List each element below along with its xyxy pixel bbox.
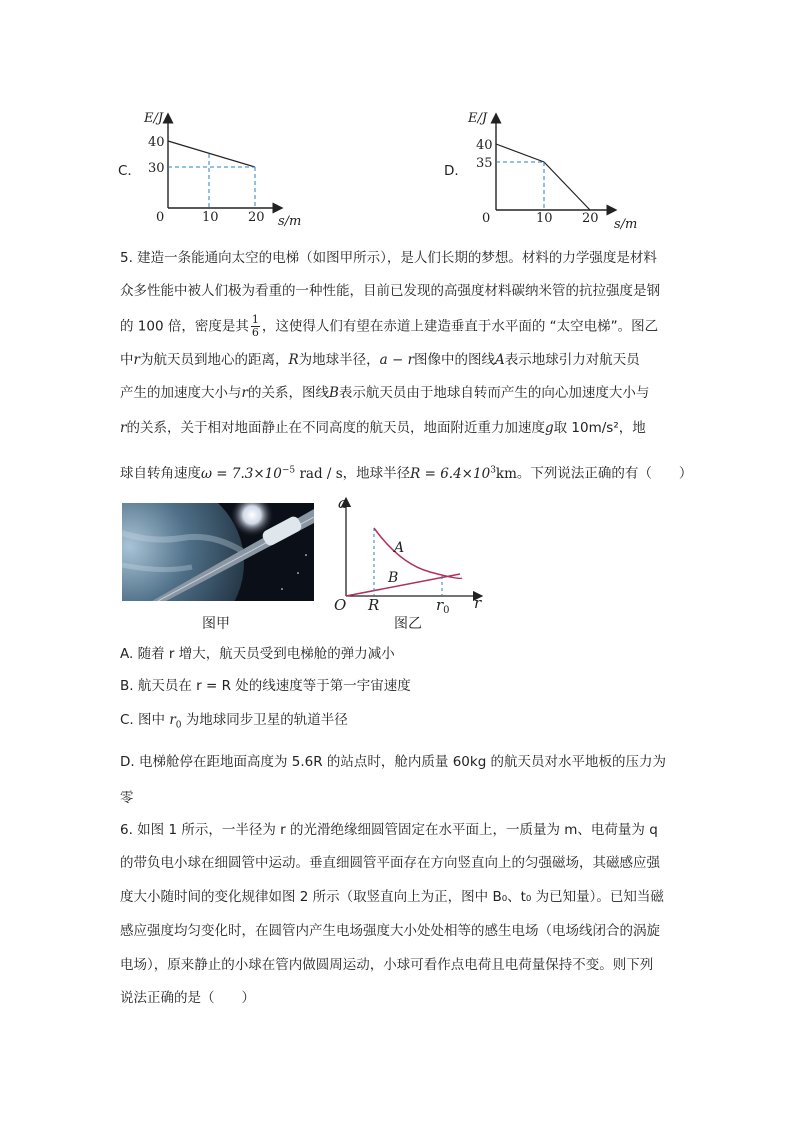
label-origin: O — [334, 596, 347, 614]
label-curve-b: B — [388, 570, 399, 586]
space-elevator-image — [122, 503, 314, 601]
a-r-graph — [330, 492, 490, 618]
q6-line-3: 度大小随时间的变化规律如图 2 所示（取竖直向上为正，图中 B₀、t₀ 为已知量）。已知当磁 — [120, 889, 664, 905]
option-c-label: C. — [118, 163, 132, 179]
option-c-tick-30: 30 — [148, 161, 165, 176]
option-c-y-label: E/J — [144, 111, 164, 126]
q5-option-a: A. 随着 r 增大，航天员受到电梯舱的弹力减小 — [120, 646, 395, 662]
option-d-x-label: s/m — [614, 217, 638, 232]
fig-a-caption: 图甲 — [202, 616, 230, 632]
option-d-graph — [462, 104, 652, 234]
q5-line-3-a: 的 100 倍，密度是其 — [120, 318, 249, 335]
q5-option-c: C. 图中 $r_0$ 为地球同步卫星的轨道半径 — [120, 712, 348, 731]
q5-line-4: 中r为航天员到地心的距离，R为地球半径，a − r图像中的图线A表示地球引力对航天员 — [120, 352, 640, 368]
line-b — [346, 574, 460, 596]
q6-line-1: 6. 如图 1 所示，一半径为 r 的光滑绝缘细圆管固定在水平面上，一质量为 m、电荷量为 q — [120, 822, 658, 838]
q6-line-2: 的带负电小球在细圆管中运动。垂直细圆管平面存在方向竖直向上的匀强磁场，其磁感应强 — [120, 855, 660, 871]
option-d-tick-0: 0 — [482, 211, 491, 226]
q5-option-d-line-2: 零 — [120, 790, 134, 806]
q5-line-3-b: ，这使得人们有望在赤道上建造垂直于水平面的 “太空电梯”。图乙 — [261, 318, 659, 335]
fig-b-caption: 图乙 — [394, 616, 422, 632]
label-R: R — [368, 596, 380, 614]
option-c-tick-0: 0 — [156, 210, 165, 225]
q5-option-d-line-1: D. 电梯舱停在距地面高度为 5.6R 的站点时，舱内质量 60kg 的航天员对水平地板的压力为 — [120, 754, 667, 770]
option-d-label: D. — [444, 163, 459, 179]
option-c-tick-40: 40 — [148, 135, 165, 150]
option-c-tick-20: 20 — [248, 210, 265, 225]
q6-line-6: 说法正确的是（ ） — [120, 990, 255, 1006]
option-c-energy-line — [168, 141, 255, 167]
option-d-y-label: E/J — [468, 111, 488, 126]
q5-line-7: 球自转角速度$\omega = 7.3\times 10^{-5}$ rad / s，地球半径$R = 6.4\times 10^3km$。下列说法正确的有（ ） — [120, 465, 693, 482]
label-r-axis: r — [474, 594, 482, 612]
q5-line-5: 产生的加速度大小与r的关系，图线B表示航天员由于地球自转而产生的向心加速度大小与 — [120, 385, 650, 401]
option-d-energy-line — [496, 144, 590, 210]
q6-line-5: 电场），原来静止的小球在管内做圆周运动，小球可看作点电荷且电荷量保持不变。则下列 — [120, 957, 654, 973]
q5-line-1: 5. 建造一条能通向太空的电梯（如图甲所示），是人们长期的梦想。材料的力学强度是材料 — [120, 250, 657, 266]
q6-line-4: 感应强度均匀变化时，在圆管内产生电场强度大小处处相等的感生电场（电场线闭合的涡旋 — [120, 923, 660, 939]
option-c-tick-10: 10 — [202, 210, 219, 225]
q5-line-6: r的关系，关于相对地面静止在不同高度的航天员，地面附近重力加速度g取 10m/s²，地 — [120, 420, 646, 436]
q5-line-3 — [120, 314, 658, 339]
option-c-graph — [138, 104, 318, 234]
label-r0: $r_0$ — [436, 596, 450, 616]
label-curve-a: A — [394, 540, 405, 556]
q5-line-2: 众多性能中被人们极为看重的一种性能，目前已发现的高强度材料碳纳米管的抗拉强度是钢 — [120, 283, 660, 299]
option-d-tick-40: 40 — [476, 138, 493, 153]
option-c-x-label: s/m — [278, 214, 302, 229]
label-a: a — [338, 494, 347, 512]
option-d-tick-20: 20 — [582, 211, 599, 226]
option-d-tick-10: 10 — [536, 211, 553, 226]
q5-option-b: B. 航天员在 r = R 处的线速度等于第一宇宙速度 — [120, 678, 411, 694]
fraction-one-sixth: $\frac{1}{6}$ — [251, 313, 259, 339]
option-d-tick-35: 35 — [476, 156, 493, 171]
